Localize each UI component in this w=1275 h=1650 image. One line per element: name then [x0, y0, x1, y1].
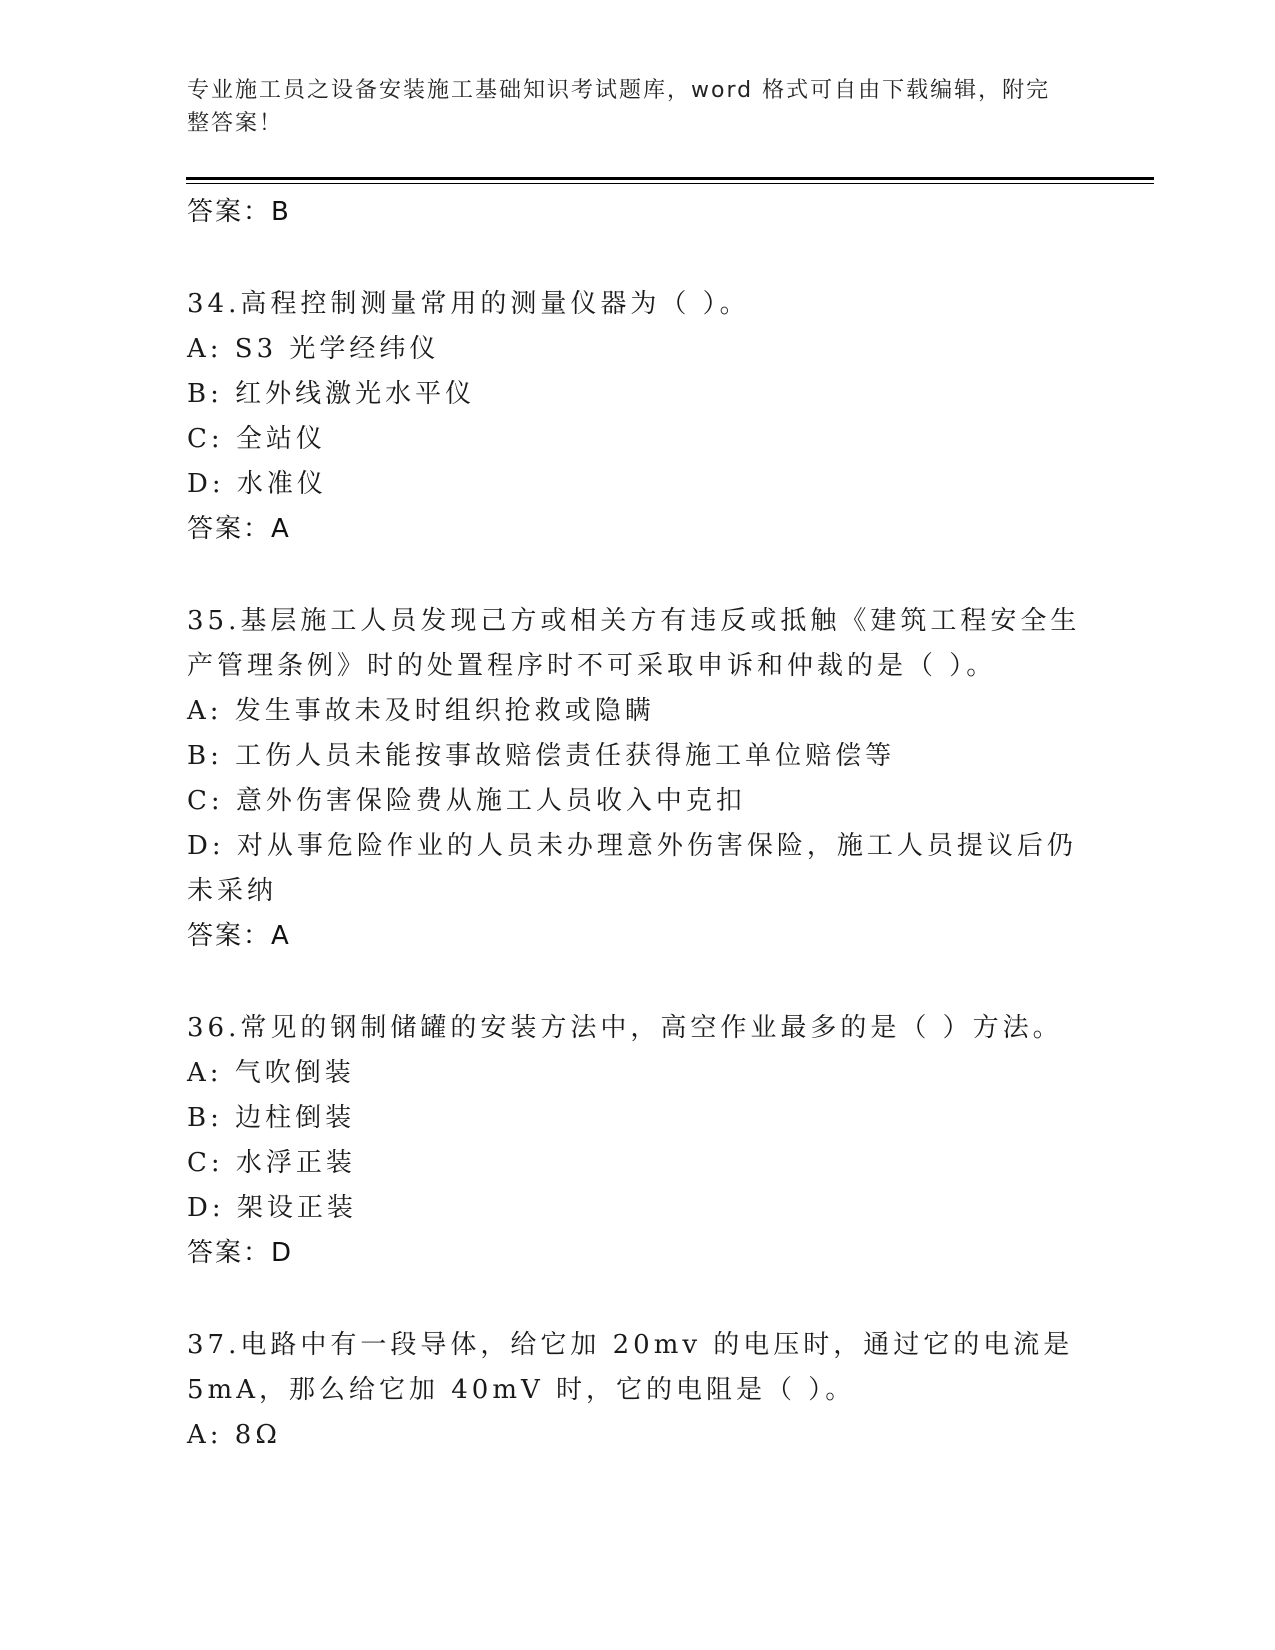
- question-list: [187, 190, 1087, 1458]
- spacer: [187, 551, 1087, 599]
- answer-33: 答案：B: [187, 197, 291, 227]
- option-c: C: 全站仪: [187, 424, 326, 454]
- option-a: A: S3 光学经纬仪: [187, 334, 440, 364]
- header-divider-thick: [186, 177, 1154, 180]
- option-a: A: 发生事故未及时组织抢救或隐瞒: [187, 696, 655, 726]
- question-37: [187, 1323, 1087, 1458]
- option-c: C: 意外伤害保险费从施工人员收入中克扣: [187, 786, 746, 816]
- option-a: A: 气吹倒装: [187, 1058, 355, 1088]
- spacer: [187, 958, 1087, 1006]
- option-d: D: 架设正装: [187, 1193, 357, 1223]
- option-b: B: 边柱倒装: [187, 1103, 356, 1133]
- question-text: 37.电路中有一段导体，给它加 20mv 的电压时，通过它的电流是 5mA，那么给它加 40mV 时，它的电阻是（ ）。: [187, 1330, 1074, 1405]
- option-d: D: 水准仪: [187, 469, 327, 499]
- answer-36: 答案：D: [187, 1238, 294, 1268]
- option-d: D: 对从事危险作业的人员未办理意外伤害保险，施工人员提议后仍未采纳: [187, 831, 1077, 906]
- option-b: B: 红外线激光水平仪: [187, 379, 476, 409]
- answer-35: 答案：A: [187, 921, 291, 951]
- spacer: [187, 1275, 1087, 1323]
- option-a: A: 8Ω: [187, 1420, 281, 1450]
- option-b: B: 工伤人员未能按事故赔偿责任获得施工单位赔偿等: [187, 741, 896, 771]
- question-text: 34.高程控制测量常用的测量仪器为（ ）。: [187, 289, 750, 319]
- header-divider-thin: [186, 183, 1154, 184]
- answer-34: 答案：A: [187, 514, 291, 544]
- question-text: 35.基层施工人员发现己方或相关方有违反或抵触《建筑工程安全生产管理条例》时的处置程序时不可采取申诉和仲裁的是（ ）。: [187, 606, 1081, 681]
- document-header: 专业施工员之设备安装施工基础知识考试题库，word 格式可自由下载编辑，附完整答案！: [187, 78, 1051, 136]
- spacer: [187, 234, 1087, 282]
- question-35: [187, 599, 1087, 958]
- option-c: C: 水浮正装: [187, 1148, 356, 1178]
- question-34: [187, 282, 1087, 551]
- question-text: 36.常见的钢制储罐的安装方法中，高空作业最多的是（ ）方法。: [187, 1013, 1063, 1043]
- question-36: [187, 1006, 1087, 1275]
